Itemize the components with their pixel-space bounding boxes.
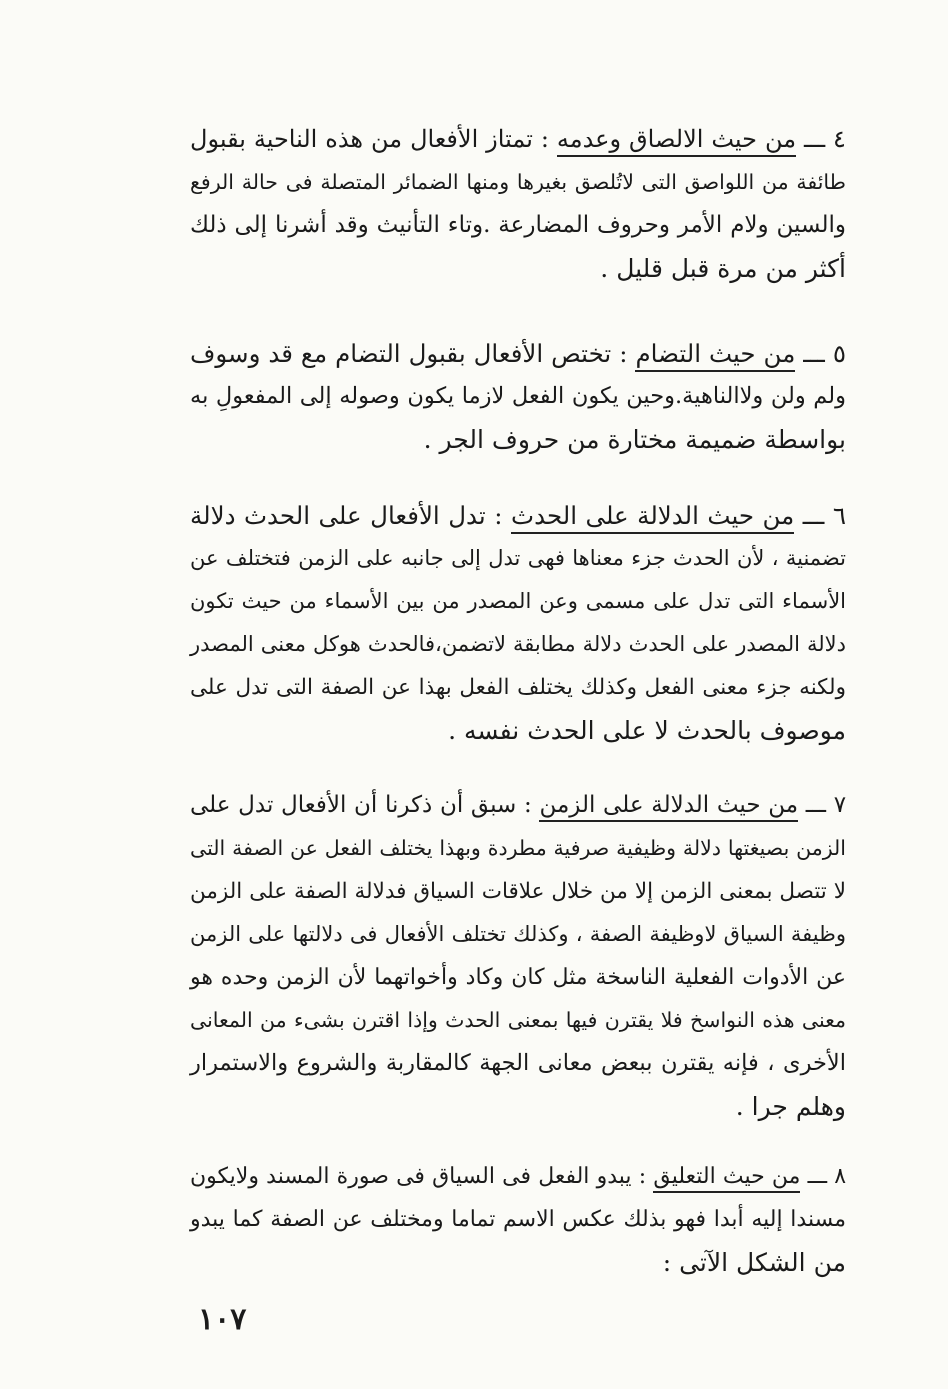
paragraph-5-dash: ـــ — [803, 339, 825, 368]
paragraph-7-line-4: وظيفة السياق لاوظيفة الصفة ، وكذلك تختلف الأفعال فى دلالتها على الزمن — [190, 922, 846, 946]
paragraph-6-line-4: دلالة المصدر على الحدث دلالة مطابقة لاتضمن،فالحدث هوكل معنى المصدر — [190, 632, 846, 656]
paragraph-8-heading: من حيث التعليق — [653, 1164, 800, 1193]
paragraph-4-colon: : — [540, 125, 549, 153]
paragraph-8-dash: ـــ — [807, 1164, 828, 1189]
paragraph-7 — [190, 784, 846, 1128]
paragraph-6 — [190, 494, 846, 752]
paragraph-4-line-2: طائفة من اللواصق التى لاتُلصق بغيرها ومنها الضمائر المتصلة فى حالة الرفع — [190, 170, 846, 194]
paragraph-7-line-5: عن الأدوات الفعلية الناسخة مثل كان وكاد وأخواتهما لأن الزمن وحده هو — [190, 965, 846, 990]
paragraph-5 — [190, 332, 846, 461]
paragraph-7-colon: : — [524, 792, 532, 818]
paragraph-8-line-1 — [190, 1155, 846, 1198]
paragraph-8-number: ٨ — [834, 1164, 847, 1189]
paragraph-4-dash: ـــ — [804, 125, 826, 153]
paragraph-7-line-2: الزمن بصيغتها دلالة وظيفية صرفية مطردة وبهذا يختلف الفعل عن الصفة التى — [190, 836, 846, 860]
paragraph-5-colon: : — [619, 339, 628, 368]
paragraph-7-dash: ـــ — [805, 792, 826, 818]
paragraph-4-line-4: أكثر من مرة قبل قليل . — [600, 254, 846, 283]
paragraph-5-heading: من حيث التضام — [635, 339, 795, 372]
paragraph-5-line-1 — [190, 332, 846, 375]
paragraph-6-line-3: الأسماء التى تدل على مسمى وعن المصدر من بين الأسماء من حيث تكون — [190, 589, 846, 613]
paragraph-5-line-2: ولم ولن ولاالناهية.وحين يكون الفعل لازما يكون وصوله إلى المفعولِ به — [190, 383, 846, 409]
paragraph-5-text-1: تختص الأفعال بقبول التضام مع قد وسوف — [190, 339, 612, 368]
paragraph-7-heading: من حيث الدلالة على الزمن — [539, 792, 798, 822]
paragraph-4-heading: من حيث الالصاق وعدمه — [557, 125, 796, 157]
paragraph-8 — [190, 1155, 846, 1284]
paragraph-8-colon: : — [638, 1164, 647, 1189]
paragraph-8-text-1: يبدو الفعل فى السياق فى صورة المسند ولايكون — [190, 1164, 632, 1189]
paragraph-8-line-2: مسندا إليه أبدا فهو بذلك عكس الاسم تماما ومختلف عن الصفة كما يبدو — [190, 1207, 846, 1232]
paragraph-6-line-1 — [190, 494, 846, 537]
paragraph-6-colon: : — [494, 501, 503, 530]
paragraph-7-line-8: وهلم جرا . — [735, 1092, 846, 1121]
paragraph-6-dash: ـــ — [802, 501, 825, 530]
paragraph-6-line-5: ولكنه جزء معنى الفعل وكذلك يختلف الفعل بهذا عن الصفة التى تدل على — [190, 675, 846, 700]
paragraph-6-text-1: تدل الأفعال على الحدث دلالة — [190, 501, 486, 530]
paragraph-7-line-7: الأخرى ، فإنه يقترن ببعض معانى الجهة كالمقاربة والشروع والاستمرار — [190, 1050, 846, 1076]
paragraph-7-text-1: سبق أن ذكرنا أن الأفعال تدل على — [190, 792, 517, 818]
paragraph-4-line-1 — [190, 118, 846, 161]
paragraph-4-text-1: تمتاز الأفعال من هذه الناحية بقبول — [190, 125, 533, 153]
paragraph-5-line-3: بواسطة ضميمة مختارة من حروف الجر . — [423, 425, 846, 454]
paragraph-4 — [190, 118, 846, 290]
paragraph-4-line-3: والسين ولام الأمر وحروف المضارعة .وتاء التأنيث وقد أشرنا إلى ذلك — [190, 212, 846, 238]
paragraph-5-number: ٥ — [832, 339, 846, 368]
paragraph-6-line-2: تضمنية ، لأن الحدث جزء معناها فهى تدل إلى جانبه على الزمن فتختلف عن — [190, 546, 846, 570]
paragraph-7-line-1 — [190, 784, 846, 827]
paragraph-8-line-3: من الشكل الآتى : — [662, 1248, 846, 1277]
paragraph-4-number: ٤ — [833, 125, 846, 153]
page-number: ١٠٧ — [198, 1302, 247, 1337]
paragraph-6-line-6: موصوف بالحدث لا على الحدث نفسه . — [448, 716, 846, 745]
paragraph-7-number: ٧ — [833, 792, 847, 818]
paragraph-7-line-6: معنى هذه النواسخ فلا يقترن فيها بمعنى الحدث وإذا اقترن بشىء من المعانى — [190, 1008, 846, 1032]
paragraph-6-heading: من حيث الدلالة على الحدث — [511, 501, 794, 534]
paragraph-7-line-3: لا تتصل بمعنى الزمن إلا من خلال علاقات السياق فدلالة الصفة على الزمن — [190, 879, 846, 904]
paragraph-6-number: ٦ — [832, 501, 847, 530]
